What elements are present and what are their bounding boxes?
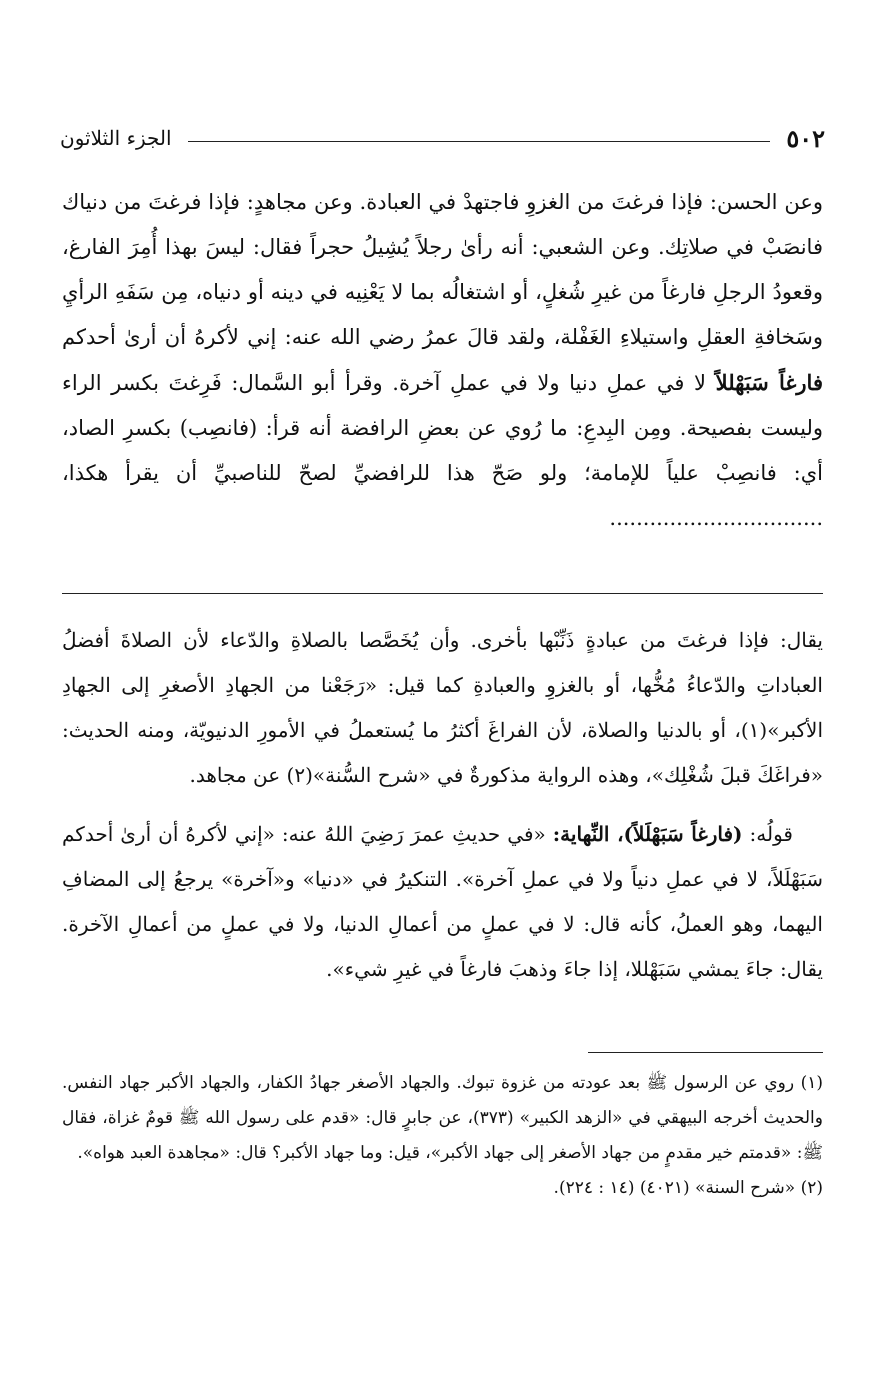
page-header [60,118,825,158]
commentary-paragraph-2-text: «في حديثِ عمرَ رَضِيَ اللهُ عنه: «إني لأكرهُ أن أرىٰ أحدكم سَبَهْلَلاً، لا في عملِ دنياً ولا في عملِ آخرة». التنكيرُ في «دنيا» و«آخرة» يرجعُ إلى المضافِ اليهما، وهو العملُ، كأنه قال: لا في عملٍ من أعمالِ الدنيا، ولا في عملٍ من أعمالِ الآخرة. يقال: جاءَ يمشي سَبَهْللا، إذا جاءَ وذهبَ فارغاً في غيرِ شيء». [62,822,823,981]
main-text-separator [62,593,823,594]
commentary [62,618,823,1006]
footnotes [62,1066,823,1206]
main-text [62,180,823,541]
page-number: ٥٠٢ [786,123,825,153]
commentary-lead: قولُه: [742,822,793,846]
footnote-rule [588,1052,823,1053]
header-rule [188,141,771,142]
commentary-paragraph-1: يقال: فإذا فرغتَ من عبادةٍ ذَنِّبْها بأخرى. وأن يُخَصَّصا بالصلاةِ والدّعاء لأن الصلاةَ أفضلُ العباداتِ والدّعاءُ مُخُّها، أو بالغزوِ والعبادةِ كما قيل: «رَجَعْنا من الجهادِ الأصغرِ إلى الجهادِ الأكبر»(١)، أو بالدنيا والصلاة، لأن الفراغَ أكثرُ ما يُستعملُ في الأمورِ الدنيويّة، ومنه الحديث: «فراغَكَ قبلَ شُغْلِك»، وهذه الرواية مذكورةٌ في «شرح السُّنة»(٢) عن مجاهد. [62,628,823,787]
main-text-dots: ................................ [609,506,823,530]
main-text-bold-phrase: فارغاً سَبَهْللاً [715,370,823,395]
footnote-2: (٢) «شرح السنة» (٤٠٢١) (١٤ : ٢٢٤). [553,1178,823,1198]
footnote-1: (١) روي عن الرسول ﷺ بعد عودته من غزوة تبوك. والجهاد الأصغر جهادُ الكفار، والجهاد الأكبر جهاد النفس. والحديث أخرجه البيهقي في «الزهد الكبير» (٣٧٣)، عن جابرٍ قال: «قدم على رسول الله ﷺ قومٌ غزاة، فقال ﷺ: «قدمتم خير مقدمٍ من جهاد الأصغر إلى جهاد الأكبر»، قيل: وما جهاد الأكبر؟ قال: «مجاهدة العبد هواه». [62,1073,823,1163]
part-title: الجزء الثلاثون [60,126,172,150]
commentary-bold-phrase: (فارغاً سَبَهْلَلاً)، النِّهاية: [552,822,743,846]
main-text-part-2: لا في عملِ دنيا ولا في عملِ آخرة. وقرأ أبو السَّمال: فَرِغتَ بكسر الراء وليست بفصيحة. ومِن البِدعِ: ما رُوي عن بعضِ الرافضة أنه قرأ: (فانصِب) بكسرِ الصاد، أي: فانصِبْ علياً للإمامة؛ ولو صَحّ هذا للرافضيِّ لصحّ للناصبيِّ أن يقرأ هكذا، [62,371,823,485]
main-text-part-1: وعن الحسن: فإذا فرغتَ من الغزوِ فاجتهدْ في العبادة. وعن مجاهدٍ: فإذا فرغتَ من دنياك فانصَبْ في صلاتِك. وعن الشعبي: أنه رأىٰ رجلاً يُشِيلُ حجراً فقال: ليسَ بهذا أُمِرَ الفارغ، وقعودُ الرجلِ فارغاً من غيرِ شُغلٍ، أو اشتغالُه بما لا يَعْنِيه في دينه أو دنياه، مِن سَفَهِ الرأيِ وسَخافةِ العقلِ واستيلاءِ الغَفْلة، ولقد قالَ عمرُ رضي الله عنه: إني لأكرهُ أن أرىٰ أحدكم [62,190,823,349]
commentary-paragraph-2 [62,812,823,992]
